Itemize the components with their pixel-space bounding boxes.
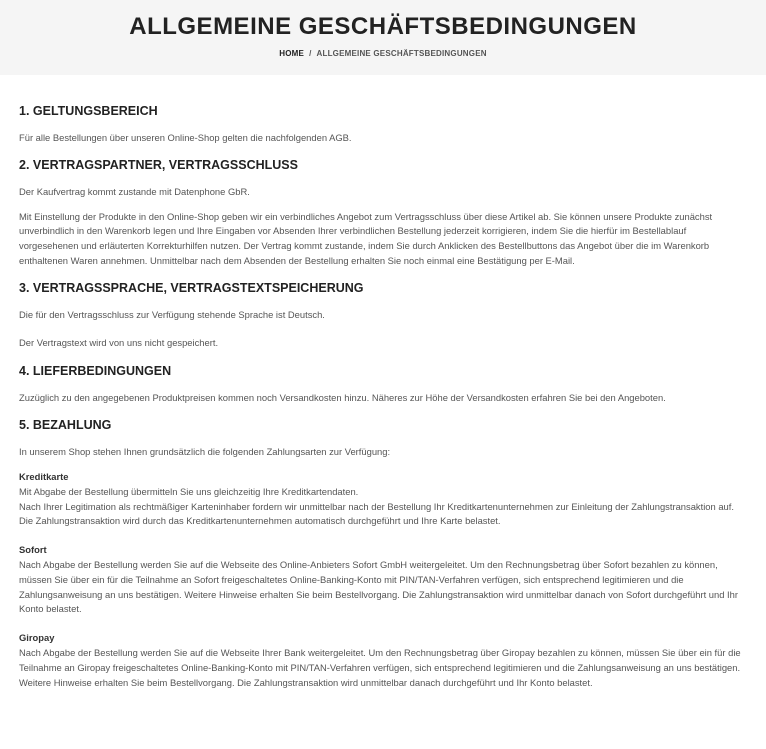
payment-method-title: Kreditkarte xyxy=(19,470,69,482)
paragraph: Nach Ihrer Legitimation als rechtmäßiger Karteninhaber fordern wir unmittelbar nach der Bestellung Ihr Kreditkartenunternehmen zur Einleitung der Zahlungstransaktion auf. Die Zahlungstransaktion wird durch das Kreditkartenunternehmen automatisch durchgeführt und Ihre Karte belastet. xyxy=(19,500,734,527)
payment-method-kreditkarte xyxy=(19,470,747,529)
paragraph: Der Vertragstext wird von uns nicht gespeichert. xyxy=(19,336,219,348)
paragraph: Nach Abgabe der Bestellung werden Sie auf die Webseite Ihrer Bank weitergeleitet. Um den Rechnungsbetrag über Giropay bezahlen zu können, müssen Sie über ein für die Teilnahme an Giropay freigeschaltetes Online-Banking-Konto mit PIN/TAN-Verfahren verfügen, sich entsprechend legitimieren und die Zahlungsanweisung an uns bestätigen. Weitere Hinweise erhalten Sie beim Bestellvorgang. Die Zahlungstransaktion wird unmittelbar danach durchgeführt und Ihr Konto belastet. xyxy=(19,646,741,688)
breadcrumb-separator: / xyxy=(309,49,312,58)
payment-method-sofort xyxy=(19,543,747,617)
breadcrumb-current: ALLGEMEINE GESCHÄFTSBEDINGUNGEN xyxy=(316,49,487,58)
section-heading-lieferbedingungen: 4. LIEFERBEDINGUNGEN xyxy=(19,364,172,379)
payment-method-giropay xyxy=(19,631,747,690)
page-header xyxy=(0,0,766,75)
paragraph: Mit Abgabe der Bestellung übermitteln Sie uns gleichzeitig Ihre Kreditkartendaten. xyxy=(19,485,359,497)
paragraph: Zuzüglich zu den angegebenen Produktpreisen kommen noch Versandkosten hinzu. Näheres zur Höhe der Versandkosten erfahren Sie bei den Angeboten. xyxy=(19,392,666,404)
paragraph: In unserem Shop stehen Ihnen grundsätzlich die folgenden Zahlungsarten zur Verfügung: xyxy=(19,446,391,458)
paragraph: Für alle Bestellungen über unseren Online-Shop gelten die nachfolgenden AGB. xyxy=(19,132,352,143)
page-title: ALLGEMEINE GESCHÄFTSBEDINGUNGEN xyxy=(129,13,637,40)
payment-method-title: Giropay xyxy=(19,632,55,644)
paragraph: Der Kaufvertrag kommt zustande mit Datenphone GbR. xyxy=(19,185,250,197)
paragraph: Mit Einstellung der Produkte in den Online-Shop geben wir ein verbindliches Angebot zum Vertragsschluss über diese Artikel ab. Sie können unsere Produkte zunächst unverbindlich in den Warenkorb legen und Ihre Eingaben vor Absenden Ihrer verbindlichen Bestellung jederzeit korrigieren, indem Sie die hierfür im Bestellablauf vorgesehenen und erläuterten Korrekturhilfen nutzen. Der Vertrag kommt zustande, indem Sie durch Anklicken des Bestellbuttons das Angebot über die im Warenkorb enthaltenen Waren annehmen. Unmittelbar nach dem Absenden der Bestellung erhalten Sie noch einmal eine Bestätigung per E-Mail. xyxy=(19,210,713,266)
section-heading-geltungsbereich: 1. GELTUNGSBEREICH xyxy=(19,104,158,118)
section-heading-vertragspartner: 2. VERTRAGSPARTNER, VERTRAGSSCHLUSS xyxy=(19,157,298,172)
payment-method-title: Sofort xyxy=(19,544,47,556)
breadcrumb-home-link[interactable]: HOME xyxy=(279,49,305,58)
paragraph: Nach Abgabe der Bestellung werden Sie auf die Webseite des Online-Anbieters Sofort GmbH weitergeleitet. Um den Rechnungsbetrag über Sofort bezahlen zu können, müssen Sie über ein für die Teilnahme an Sofort freigeschaltetes Online-Banking-Konto mit PIN/TAN-Verfahren verfügen, sich entsprechend legitimieren und die Zahlungsanweisung an uns bestätigen. Weitere Hinweise erhalten Sie beim Bestellvorgang. Die Zahlungstransaktion wird unmittelbar danach von Sofort durchgeführt und Ihr Konto belastet. xyxy=(19,558,738,615)
paragraph: Die für den Vertragsschluss zur Verfügung stehende Sprache ist Deutsch. xyxy=(19,308,325,320)
section-heading-bezahlung: 5. BEZAHLUNG xyxy=(19,418,112,433)
breadcrumb xyxy=(0,49,766,58)
terms-content xyxy=(0,102,766,690)
section-heading-vertragssprache: 3. VERTRAGSSPRACHE, VERTRAGSTEXTSPEICHERUNG xyxy=(19,280,364,295)
